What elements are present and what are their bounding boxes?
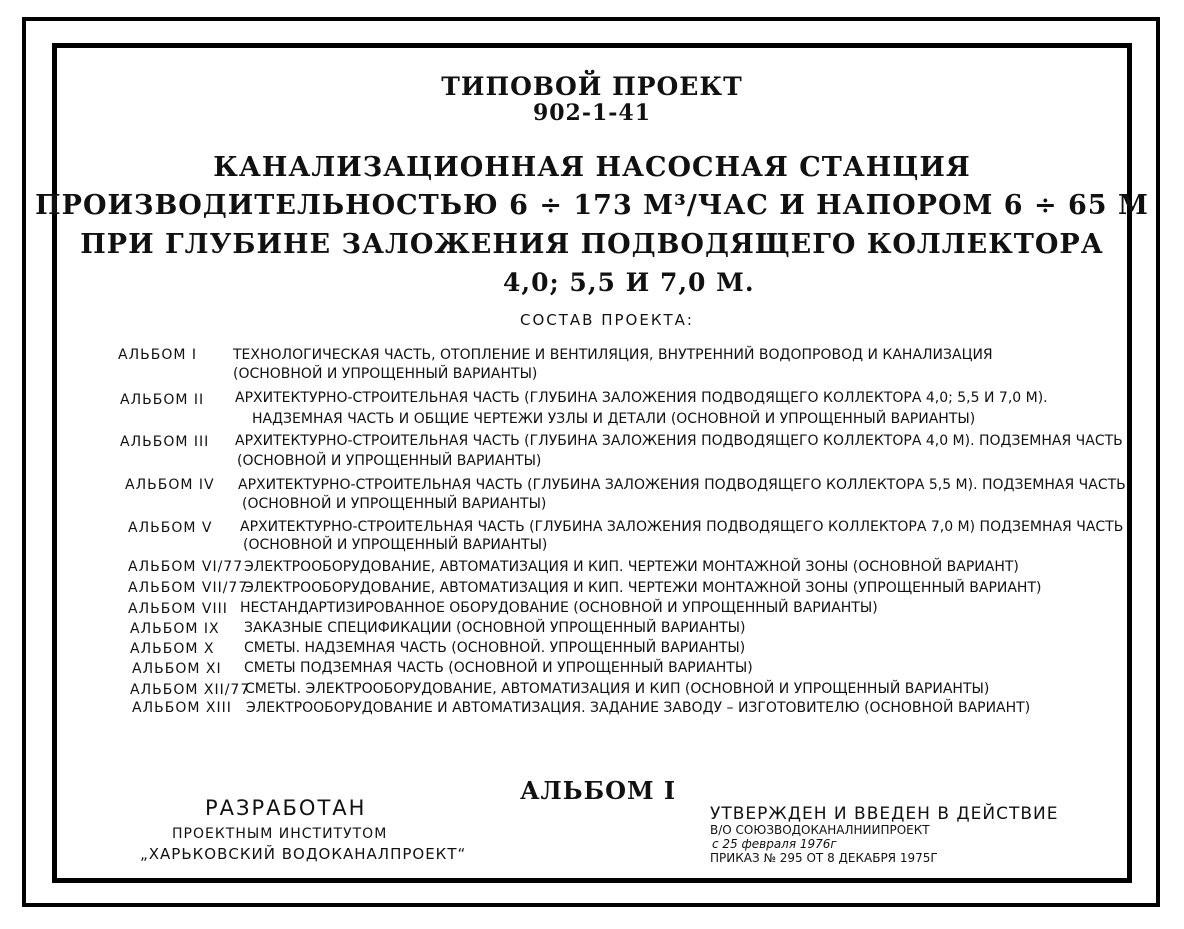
album-description-cont: (ОСНОВНОЙ И УПРОЩЕННЫЙ ВАРИАНТЫ) xyxy=(242,496,547,512)
album-label: АЛЬБОМ XI xyxy=(132,661,222,677)
album-label: АЛЬБОМ II xyxy=(120,392,205,408)
album-label: АЛЬБОМ I xyxy=(118,347,197,363)
album-description-cont: (ОСНОВНОЙ И УПРОЩЕННЫЙ ВАРИАНТЫ) xyxy=(237,453,542,469)
album-label: АЛЬБОМ VIII xyxy=(128,601,228,617)
album-label: АЛЬБОМ V xyxy=(128,520,213,536)
album-description-cont: (ОСНОВНОЙ И УПРОЩЕННЫЙ ВАРИАНТЫ) xyxy=(233,366,538,382)
composition-heading: СОСТАВ ПРОЕКТА: xyxy=(520,311,694,329)
title-line-1: КАНАЛИЗАЦИОННАЯ НАСОСНАЯ СТАНЦИЯ xyxy=(213,152,971,183)
album-description: ТЕХНОЛОГИЧЕСКАЯ ЧАСТЬ, ОТОПЛЕНИЕ И ВЕНТИЛЯЦИЯ, ВНУТРЕННИЙ ВОДОПРОВОД И КАНАЛИЗАЦИЯ xyxy=(233,347,993,363)
current-album-title: АЛЬБОМ I xyxy=(520,776,677,805)
album-description: АРХИТЕКТУРНО-СТРОИТЕЛЬНАЯ ЧАСТЬ (ГЛУБИНА ЗАЛОЖЕНИЯ ПОДВОДЯЩЕГО КОЛЛЕКТОРА 5,5 М). ПОДЗЕМНАЯ ЧАСТЬ xyxy=(238,477,1126,493)
album-description: ЭЛЕКТРООБОРУДОВАНИЕ И АВТОМАТИЗАЦИЯ. ЗАДАНИЕ ЗАВОДУ – ИЗГОТОВИТЕЛЮ (ОСНОВНОЙ ВАРИАНТ) xyxy=(246,700,1031,716)
album-label: АЛЬБОМ XIII xyxy=(132,700,232,716)
album-label: АЛЬБОМ III xyxy=(120,434,210,450)
album-description: ЭЛЕКТРООБОРУДОВАНИЕ, АВТОМАТИЗАЦИЯ И КИП. ЧЕРТЕЖИ МОНТАЖНОЙ ЗОНЫ (УПРОЩЕННЫЙ ВАРИАНТ) xyxy=(244,580,1042,596)
album-label: АЛЬБОМ X xyxy=(130,641,215,657)
album-description: НЕСТАНДАРТИЗИРОВАННОЕ ОБОРУДОВАНИЕ (ОСНОВНОЙ И УПРОЩЕННЫЙ ВАРИАНТЫ) xyxy=(240,600,878,616)
album-label: АЛЬБОМ IV xyxy=(125,477,215,493)
title-line-3: ПРИ ГЛУБИНЕ ЗАЛОЖЕНИЯ ПОДВОДЯЩЕГО КОЛЛЕКТОРА xyxy=(80,229,1104,260)
project-code: 902-1-41 xyxy=(532,100,652,126)
title-line-2: ПРОИЗВОДИТЕЛЬНОСТЬЮ 6 ÷ 173 М³/ЧАС И НАПОРОМ 6 ÷ 65 М xyxy=(35,190,1149,221)
album-description-cont: (ОСНОВНОЙ И УПРОЩЕННЫЙ ВАРИАНТЫ) xyxy=(243,537,548,553)
album-description: АРХИТЕКТУРНО-СТРОИТЕЛЬНАЯ ЧАСТЬ (ГЛУБИНА ЗАЛОЖЕНИЯ ПОДВОДЯЩЕГО КОЛЛЕКТОРА 4,0; 5,5 И 7,0 М). xyxy=(235,390,1048,406)
developer-title: РАЗРАБОТАН xyxy=(205,796,367,820)
project-series: ТИПОВОЙ ПРОЕКТ xyxy=(441,72,743,101)
developer-org: „ХАРЬКОВСКИЙ ВОДОКАНАЛПРОЕКТ“ xyxy=(140,845,467,863)
album-description: СМЕТЫ ПОДЗЕМНАЯ ЧАСТЬ (ОСНОВНОЙ И УПРОЩЕННЫЙ ВАРИАНТЫ) xyxy=(244,660,753,676)
album-label: АЛЬБОМ XII/77 xyxy=(130,682,251,698)
approval-org: В/О СОЮЗВОДОКАНАЛНИИПРОЕКТ xyxy=(710,823,930,837)
approval-date: с 25 февраля 1976г xyxy=(712,837,837,851)
album-description: СМЕТЫ. НАДЗЕМНАЯ ЧАСТЬ (ОСНОВНОЙ. УПРОЩЕННЫЙ ВАРИАНТЫ) xyxy=(244,640,746,656)
album-description: АРХИТЕКТУРНО-СТРОИТЕЛЬНАЯ ЧАСТЬ (ГЛУБИНА ЗАЛОЖЕНИЯ ПОДВОДЯЩЕГО КОЛЛЕКТОРА 4,0 М). ПОДЗЕМНАЯ ЧАСТЬ xyxy=(235,433,1123,449)
album-description-cont: НАДЗЕМНАЯ ЧАСТЬ И ОБЩИЕ ЧЕРТЕЖИ УЗЛЫ И ДЕТАЛИ (ОСНОВНОЙ И УПРОЩЕННЫЙ ВАРИАНТЫ) xyxy=(252,411,976,427)
approval-title: УТВЕРЖДЕН И ВВЕДЕН В ДЕЙСТВИЕ xyxy=(710,804,1059,824)
album-description: АРХИТЕКТУРНО-СТРОИТЕЛЬНАЯ ЧАСТЬ (ГЛУБИНА ЗАЛОЖЕНИЯ ПОДВОДЯЩЕГО КОЛЛЕКТОРА 7,0 М) ПОДЗЕМНАЯ ЧАСТЬ xyxy=(240,519,1124,535)
album-description: СМЕТЫ. ЭЛЕКТРООБОРУДОВАНИЕ, АВТОМАТИЗАЦИЯ И КИП (ОСНОВНОЙ И УПРОЩЕННЫЙ ВАРИАНТЫ) xyxy=(245,681,990,697)
album-description: ЗАКАЗНЫЕ СПЕЦИФИКАЦИИ (ОСНОВНОЙ УПРОЩЕННЫЙ ВАРИАНТЫ) xyxy=(244,620,746,636)
album-label: АЛЬБОМ IX xyxy=(130,621,220,637)
album-description: ЭЛЕКТРООБОРУДОВАНИЕ, АВТОМАТИЗАЦИЯ И КИП. ЧЕРТЕЖИ МОНТАЖНОЙ ЗОНЫ (ОСНОВНОЙ ВАРИАНТ) xyxy=(244,559,1019,575)
title-line-4: 4,0; 5,5 И 7,0 М. xyxy=(503,268,755,297)
developer-by: ПРОЕКТНЫМ ИНСТИТУТОМ xyxy=(172,826,388,842)
album-label: АЛЬБОМ VII/77 xyxy=(128,580,249,596)
approval-order: ПРИКАЗ № 295 ОТ 8 ДЕКАБРЯ 1975Г xyxy=(710,851,938,865)
album-label: АЛЬБОМ VI/77 xyxy=(128,559,244,575)
